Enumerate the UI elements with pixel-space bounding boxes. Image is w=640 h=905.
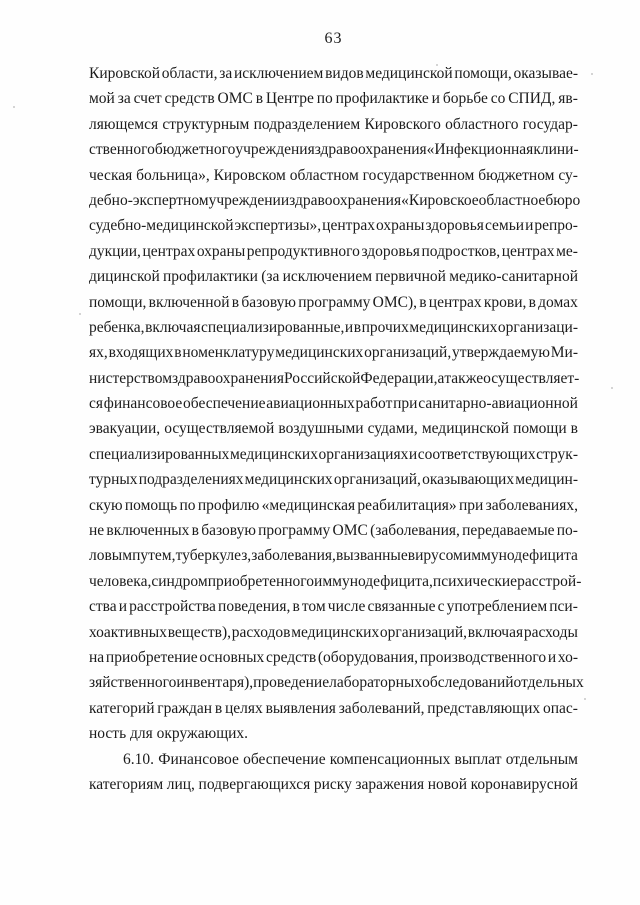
text-line-25: зяйственного инвентаря), проведение лабораторных обследований отдельных [89,674,584,692]
text-line-27: ность для окружающих. [89,725,249,743]
text-line-11: ребенка, включая специализированные, и в прочих медицинских организаци- [89,318,578,336]
text-block [89,63,584,799]
page-number: 63 [324,30,343,47]
scan-speck [591,73,593,75]
scan-speck [611,387,613,389]
text-line-19: не включенных в базовую программу ОМС (заболевания, передаваемые по- [89,522,578,540]
text-line-18: скую помощь по профилю «медицинская реабилитация» при заболеваниях, [89,496,578,514]
text-line-14: ся финансовое обеспечение авиационных работ при санитарно-авиационной [89,395,578,413]
text-line-1: Кировской области, за исключением видов медицинской помощи, оказывае- [89,65,578,82]
text-line-16: специализированных медицинских организациях и соответствующих струк- [89,445,578,463]
text-line-17: турных подразделениях медицинских организаций, оказывающих медицин- [89,471,578,489]
scan-speck [79,313,81,315]
text-line-15: эвакуации, осуществляемой воздушными судами, медицинской помощи в [89,420,578,438]
text-line-10: помощи, включенной в базовую программу ОМС), в центрах крови, в домах [89,293,578,311]
text-line-21: человека, синдром приобретенного иммунодефицита, психические расстрой- [89,572,582,590]
text-line-23: хоактивных веществ), расходов медицинских организаций, включая расходы [89,623,578,641]
text-line-7: судебно-медицинской экспертизы», центрах охраны здоровья семьи и репро- [89,217,578,235]
text-line-26: категорий граждан в целях выявления заболеваний, представляющих опас- [89,699,578,717]
text-line-8: дукции, центрах охраны репродуктивного здоровья подростков, центрах ме- [89,242,578,260]
text-line-4: ственного бюджетного учреждения здравоохранения «Инфекционная клини- [89,141,579,159]
text-line-13: нистерством здравоохранения Российской Федерации, а также осуществляет- [89,369,580,387]
scan-speck [584,698,586,700]
text-line-2: мой за счет средств ОМС в Центре по профилактике и борьбе со СПИД, яв- [89,90,578,108]
text-line-28: 6.10. Финансовое обеспечение компенсационных выплат отдельным [123,750,578,768]
text-line-24: на приобретение основных средств (оборудования, производственного и хо- [89,648,578,666]
text-line-20: ловым путем, туберкулез, заболевания, вызванные вирусом иммунодефицита [89,547,578,565]
text-line-12: ях, входящих в номенклатуру медицинских организаций, утверждаемую Ми- [89,344,578,362]
text-line-3: ляющемся структурным подразделением Кировского областного государ- [89,115,578,133]
scan-speck [13,106,15,108]
text-line-9: дицинской профилактики (за исключением первичной медико-санитарной [89,268,578,286]
text-line-29: категориям лиц, подвергающихся риску заражения новой коронавирусной [89,775,578,793]
text-line-5: ческая больница», Кировском областном государственном бюджетном су- [89,166,578,184]
text-line-6: дебно-экспертном учреждении здравоохранения «Кировское областное бюро [89,191,581,209]
text-line-22: ства и расстройства поведения, в том числе связанные с употреблением пси- [89,598,578,616]
